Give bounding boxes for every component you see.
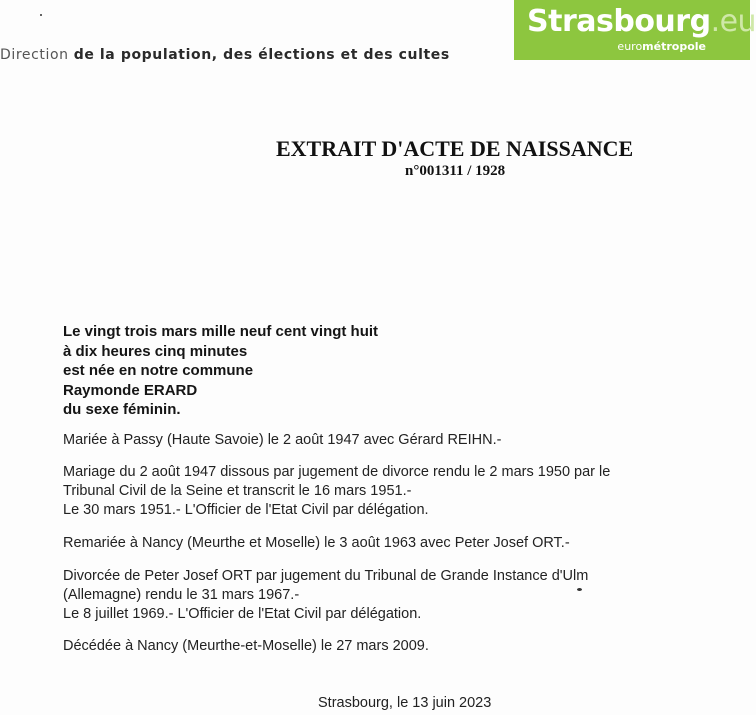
document-title: EXTRAIT D'ACTE DE NAISSANCE	[276, 136, 634, 161]
mention-marriage-2	[63, 534, 570, 553]
mention-line: Divorcée de Peter Josef ORT par jugement du Tribunal de Grande Instance d'Ulm	[63, 568, 589, 584]
mention-line: Le 30 mars 1951.- L'Officier de l'Etat Civil par délégation.	[63, 502, 429, 518]
mention-line: Décédée à Nancy (Meurthe-et-Moselle) le 27 mars 2009.	[63, 638, 429, 654]
mention-marriage-1	[63, 431, 501, 450]
mention-line: Mariage du 2 août 1947 dissous par jugement de divorce rendu le 2 mars 1950 par le	[63, 464, 611, 480]
department-header	[0, 47, 450, 63]
logo-sub-bold: métropole	[642, 40, 706, 53]
birth-line: Le vingt trois mars mille neuf cent vingt huit	[63, 323, 379, 340]
birth-statement	[63, 322, 378, 420]
logo-name: Strasbourg	[527, 4, 711, 39]
ink-speck	[40, 14, 42, 16]
mention-line: Tribunal Civil de la Seine et transcrit le 16 mars 1951.-	[63, 483, 412, 499]
mention-line: Le 8 juillet 1969.- L'Officier de l'Etat Civil par délégation.	[63, 606, 422, 622]
mention-divorce-2	[63, 567, 588, 624]
ink-speck	[577, 588, 582, 591]
logo-wordmark	[527, 4, 756, 39]
mention-death	[63, 637, 429, 656]
mention-divorce-1	[63, 463, 610, 520]
logo-subtitle	[617, 40, 706, 53]
department-prefix: Direction	[0, 47, 69, 63]
mention-line: Remariée à Nancy (Meurthe et Moselle) le 3 août 1963 avec Peter Josef ORT.-	[63, 535, 570, 551]
birth-line: du sexe féminin.	[63, 401, 181, 418]
place-and-date: Strasbourg, le 13 juin 2023	[318, 695, 492, 711]
birth-line: Raymonde ERARD	[63, 381, 198, 399]
strasbourg-eurometropole-logo	[514, 0, 756, 60]
birth-line: est née en notre commune	[63, 362, 254, 379]
mention-line: Mariée à Passy (Haute Savoie) le 2 août 1947 avec Gérard REIHN.-	[63, 432, 502, 448]
logo-tld: .eu	[710, 4, 756, 39]
department-name: de la population, des élections et des cultes	[73, 47, 450, 63]
acte-number: n°001311 / 1928	[405, 163, 506, 179]
birth-line: à dix heures cinq minutes	[63, 342, 248, 360]
mention-line: (Allemagne) rendu le 31 mars 1967.-	[63, 587, 300, 603]
logo-sub-prefix: euro	[617, 40, 643, 53]
